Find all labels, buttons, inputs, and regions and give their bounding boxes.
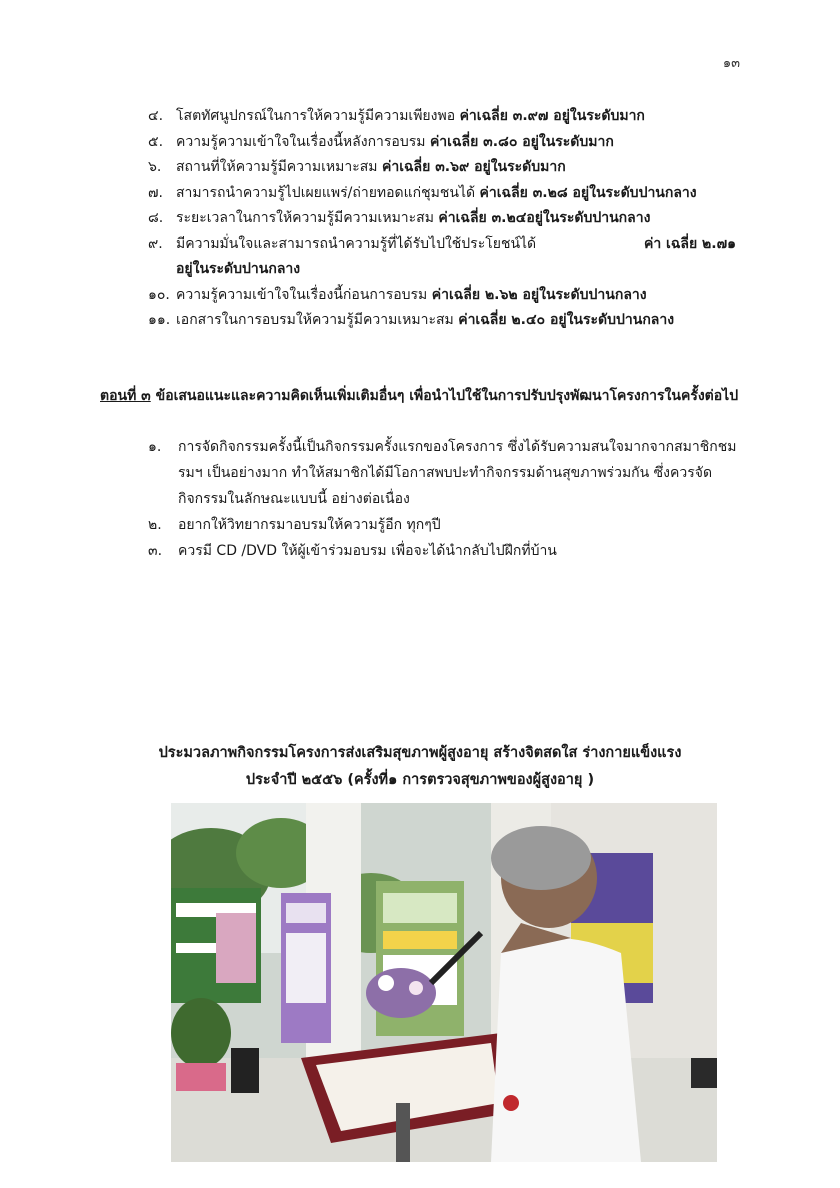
evaluation-results-list	[148, 104, 748, 334]
item-number: ๑.	[148, 439, 162, 455]
item-text: เอกสารในการอบรมให้ความรู้มีความเหมาะสม	[176, 312, 459, 328]
item-text: โสตทัศนูปกรณ์ในการให้ความรู้มีความเพียงพอ	[176, 108, 460, 124]
item-number: ๖.	[148, 159, 162, 175]
item-text: ความรู้ความเข้าใจในเรื่องนี้ก่อนการอบรม	[176, 286, 432, 303]
item-text: อยากให้วิทยากรมาอบรมให้ความรู้อีก ทุกๆปี	[178, 517, 441, 533]
item-text: ควรมี CD /DVD ให้ผู้เข้าร่วมอบรม เพื่อจะได้นำกลับไปฝึกที่บ้าน	[178, 543, 557, 559]
result-item	[148, 181, 748, 207]
item-text: สามารถนำความรู้ไปเผยแพร่/ถ่ายทอดแก่ชุมชนได้	[176, 184, 480, 201]
result-item	[148, 104, 748, 130]
item-number: ๒.	[148, 517, 162, 533]
result-item	[148, 232, 748, 283]
suggestion-item	[148, 512, 758, 538]
item-score: ค่าเฉลี่ย ๓.๒๔อยู่ในระดับปานกลาง	[438, 210, 651, 226]
item-score: ค่าเฉลี่ย ๒.๖๒ อยู่ในระดับปานกลาง	[431, 286, 647, 303]
item-score: ค่าเฉลี่ย ๓.๘๐ อยู่ในระดับมาก	[429, 133, 614, 150]
item-number: ๘.	[148, 210, 164, 226]
item-number: ๑๑.	[148, 312, 171, 328]
item-number: ๑๐.	[148, 286, 170, 303]
item-number: ๗.	[148, 184, 163, 201]
section-title: ข้อเสนอแนะและความคิดเห็นเพิ่มเติมอื่นๆ เพื่อนำไปใช้ในการปรับปรุงพัฒนาโครงการในครั้งต่อไป	[150, 388, 739, 404]
item-score: ค่าเฉลี่ย ๓.๒๘ อยู่ในระดับปานกลาง	[479, 184, 697, 201]
item-text: ระยะเวลาในการให้ความรู้มีความเหมาะสม	[176, 210, 439, 226]
activity-photo-illustration	[171, 803, 717, 1162]
suggestion-item	[148, 538, 758, 564]
suggestions-list	[148, 434, 758, 564]
caption-line-2: ประจำปี ๒๕๕๖ (ครั้งที่๑ การตรวจสุขภาพของผู้สูงอายุ )	[245, 772, 595, 788]
section-label: ตอนที่ ๓	[100, 388, 151, 404]
result-item	[148, 283, 748, 309]
item-text: ความรู้ความเข้าใจในเรื่องนี้หลังการอบรม	[176, 133, 430, 150]
page-number: ๑๓	[722, 56, 740, 71]
result-item	[148, 308, 748, 334]
result-item	[148, 206, 748, 232]
activity-photo	[171, 803, 717, 1162]
item-text: สถานที่ให้ความรู้มีความเหมาะสม	[176, 159, 382, 175]
item-number: ๔.	[148, 108, 164, 124]
section-3-heading	[100, 384, 750, 409]
suggestion-item	[148, 434, 758, 512]
item-score: ค่าเฉลี่ย ๓.๙๗ อยู่ในระดับมาก	[459, 108, 645, 124]
item-text: มีความมั่นใจและสามารถนำความรู้ที่ได้รับไปใช้ประโยชน์ได้	[176, 235, 537, 252]
item-score-continued: อยู่ในระดับปานกลาง	[176, 261, 301, 277]
result-item	[148, 130, 748, 156]
item-text: การจัดกิจกรรมครั้งนี้เป็นกิจกรรมครั้งแรกของโครงการ ซึ่งได้รับความสนใจมากจากสมาชิกชมรมฯ เป็นอย่างมาก ทำให้สมาชิกได้มีโอกาสพบปะทำกิจกรรมด้านสุขภาพร่วมกัน ซึ่งควรจัดกิจกรรมในลักษณะแบบนี้ อย่างต่อเนื่อง	[178, 439, 737, 507]
item-number: ๕.	[148, 133, 164, 150]
result-item	[148, 155, 748, 181]
item-number: ๓.	[148, 543, 163, 559]
item-score: ค่าเฉลี่ย ๓.๖๙ อยู่ในระดับมาก	[381, 159, 566, 175]
caption-line-1: ประมวลภาพกิจกรรมโครงการส่งเสริมสุขภาพผู้สูงอายุ สร้างจิตสดใส ร่างกายแข็งแรง	[158, 745, 682, 761]
item-number: ๙.	[148, 235, 163, 252]
item-score: ค่าเฉลี่ย ๒.๔๐ อยู่ในระดับปานกลาง	[458, 312, 675, 328]
photo-caption	[100, 740, 740, 794]
item-score: ค่า เฉลี่ย ๒.๗๑	[643, 235, 736, 252]
